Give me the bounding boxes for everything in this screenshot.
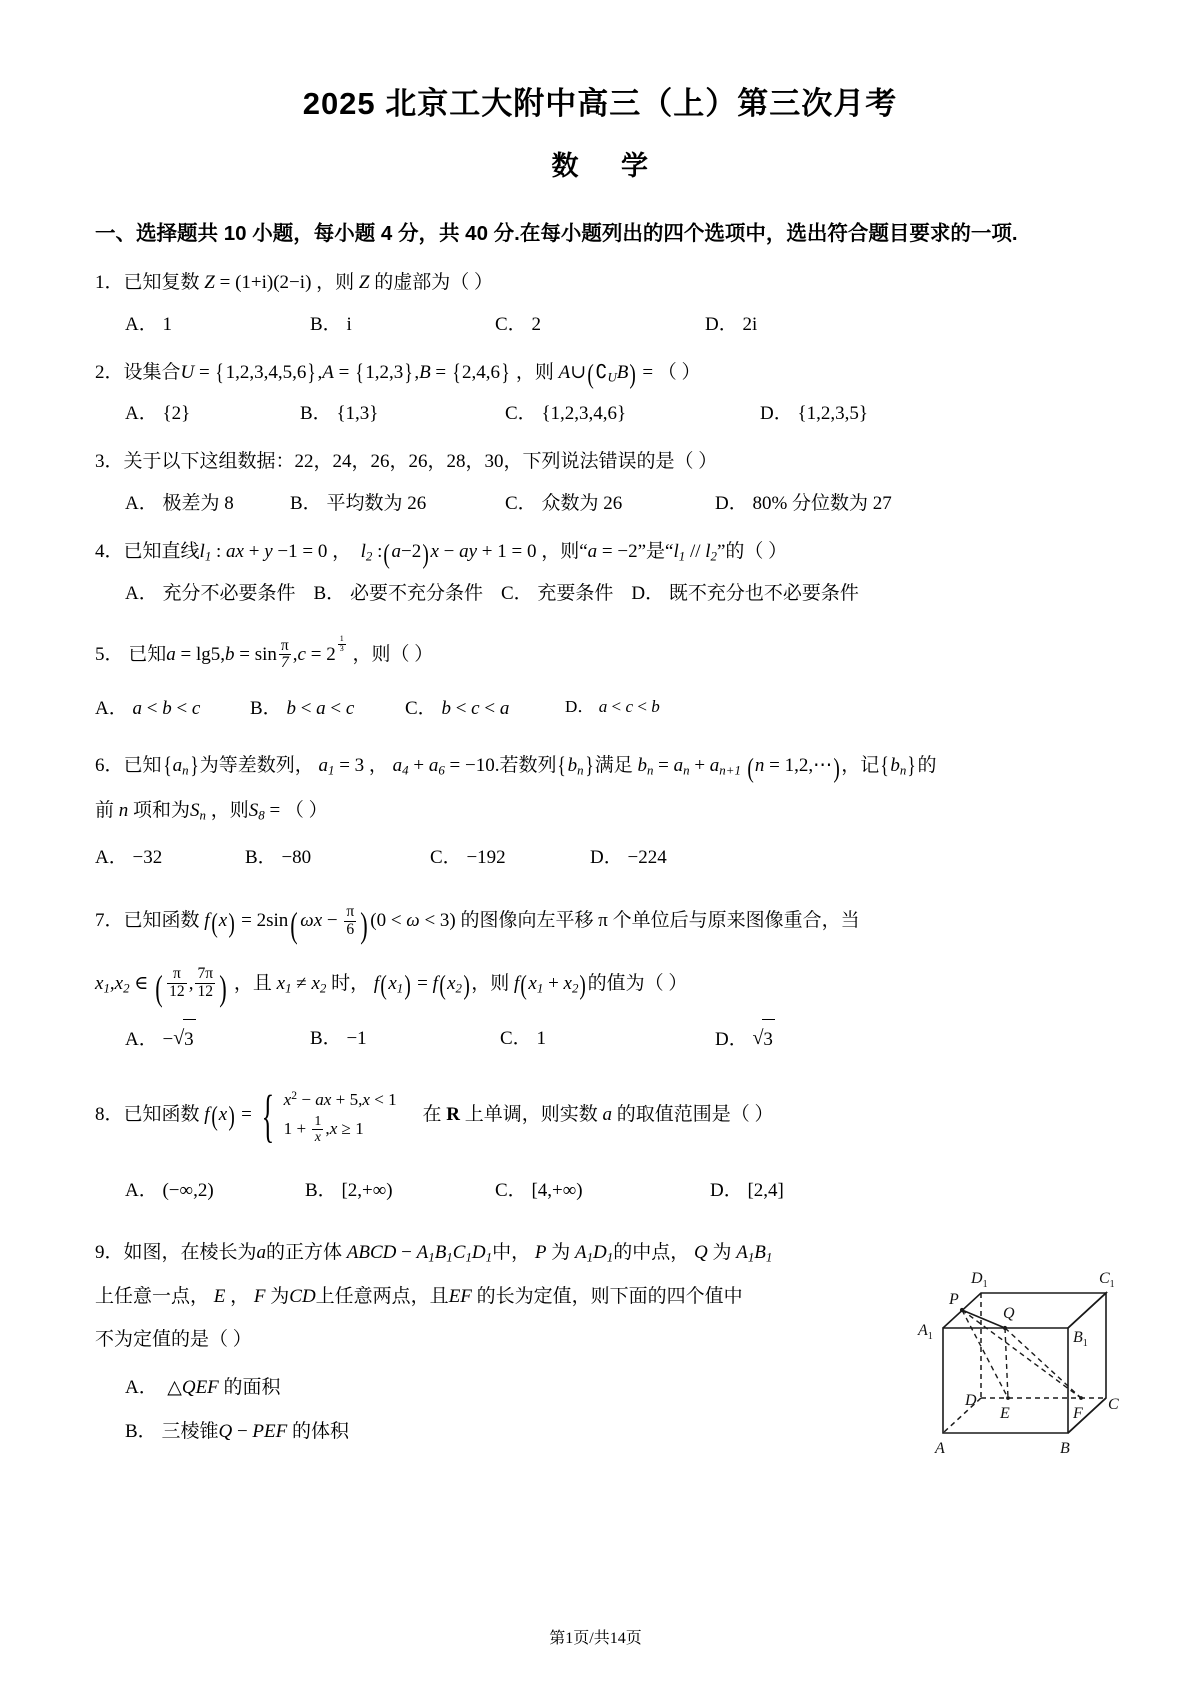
option-6-B[interactable]: B． −80 — [245, 847, 312, 869]
option-6-A[interactable]: A． −32 — [95, 847, 163, 869]
question-1-options — [95, 305, 1105, 345]
question-6-continued — [95, 789, 1105, 833]
label-C: C — [1108, 1396, 1119, 1413]
question-6-stem-line2: 前 n 项和为$S_n$ ，则$S_8$ = （ ） — [95, 799, 328, 823]
question-8-options — [95, 1171, 1105, 1211]
question-8-number: 8 — [95, 1103, 105, 1125]
question-4-number: 4 — [95, 541, 105, 563]
option-1-D[interactable]: D． 2i — [705, 313, 758, 335]
label-D1: $D_1$ — [971, 1270, 988, 1290]
question-7-continued — [95, 956, 1105, 1011]
question-7-stem-line1: 已知函数 f(x) = 2sin( ωx − $\frac{\pi}{6}$ ) (0 < ω < 3) 的图像向左平移 π 个单位后与原来图像重合，当 — [123, 903, 860, 946]
label-B1: $B_1$ — [1073, 1329, 1088, 1349]
section-instructions: 一、选择题共 10 小题，每小题 4 分，共 40 分.在每小题列出的四个选项中，选出符合题目要求的一项. — [95, 221, 1018, 245]
option-1-B[interactable]: B． i — [310, 313, 352, 335]
option-6-D[interactable]: D． −224 — [590, 847, 667, 869]
question-1-number: 1 — [95, 271, 105, 293]
option-3-B[interactable]: B． 平均数为 26 — [290, 493, 427, 515]
question-4-options — [95, 574, 1105, 614]
label-C1: $C_1$ — [1099, 1270, 1115, 1290]
question-6: 6．已知$\{a_n\}$为等差数列， $a_1 = 3$ ， $a_4 + a_6 = -10$.若数列$\{b_n\}$满足 $b_n = a_n + a_{n+1}$ (n = 1,2,⋯)，记$\{b_n\}$的 — [95, 751, 937, 783]
option-4-B[interactable]: B． 必要不充分条件 — [313, 583, 483, 604]
option-5-B[interactable]: B． b < a < c — [250, 698, 355, 720]
question-3-stem: 关于以下这组数据：22，24，26，26，28，30，下列说法错误的是（ ） — [123, 451, 718, 473]
label-B: B — [1060, 1440, 1070, 1457]
option-2-D[interactable]: D． {1,2,3,5} — [760, 403, 868, 425]
question-4-stem: 已知直线$l_1$ : ax + y −1 = 0 ， $l_2$ :(a−2)x − ay + 1 = 0 ，则“a = −2”是“$l_1 // l_2$”的（ ） — [123, 537, 788, 569]
option-8-A[interactable]: A． (−∞,2) — [125, 1180, 214, 1202]
question-6-options — [95, 838, 1105, 878]
question-7: 7．已知函数 f(x) = 2sin( ωx − $\frac{\pi}{6}$ ) (0 < ω < 3) 的图像向左平移 π 个单位后与原来图像重合，当 — [95, 903, 860, 946]
question-7-options — [95, 1019, 1105, 1060]
subject-char-1: 数 — [551, 150, 579, 181]
question-8: 8．已知函数 f(x) = { $x^2$ − ax + 5,x < 1 1 + $\frac{1}{x}$ ,x ≥ 1 在 R 上单调，则实数 a 的取值范围是（ ） — [95, 1082, 774, 1148]
label-E: E — [1000, 1405, 1010, 1422]
option-6-C[interactable]: C． −192 — [430, 847, 506, 869]
question-6-number: 6 — [95, 755, 105, 777]
question-5-stem: 已知a = lg5,b = sin $\frac{\pi}{7}$ ,c = 2 $^{\frac{1}{3}}$ ，则（ ） — [128, 634, 434, 672]
option-4-C[interactable]: C． 充要条件 — [500, 583, 614, 604]
option-7-A[interactable]: A． − √ 3 — [125, 1019, 310, 1060]
subject-char-2: 学 — [621, 150, 649, 181]
question-8-case-2: 1 + $\frac{1}{x}$ ,x ≥ 1 — [283, 1113, 364, 1146]
label-D: D — [965, 1392, 977, 1409]
option-3-D[interactable]: D． 80% 分位数为 27 — [715, 493, 892, 515]
label-F: F — [1073, 1405, 1083, 1422]
question-1: 1．已知复数 Z = (1+i)(2−i) ，则 Z 的虚部为（ ） — [95, 271, 493, 293]
option-9-A[interactable]: A． △QEF 的面积 — [125, 1377, 281, 1399]
cube-diagram — [913, 1238, 1163, 1458]
question-2: 2．设集合U = {1,2,3,4,5,6},A = {1,2,3},B = {2,4,6} ，则 $A\cup(∁_UB)$ = （ ） — [95, 358, 701, 390]
question-7-stem-line2: $x_1,x_2$ ∈ ( $\frac{\pi}{12}$ , $\frac{7\pi}{12}$ ) ，且 $x_1 \ne x_2$ 时， $f(x_1) = f(x_2)$，则 $f(x_1 + x_2)$的值为（ ） — [95, 965, 688, 1008]
option-4-A[interactable]: A． 充分不必要条件 — [125, 583, 296, 604]
option-2-A[interactable]: A． {2} — [125, 403, 191, 425]
option-2-C[interactable]: C． {1,2,3,4,6} — [505, 403, 627, 425]
question-9-stem-line1: 如图，在棱长为a的正方体 ABCD − $A_1B_1C_1D_1$中， P 为 $A_1D_1$的中点， Q 为 $A_1B_1$ — [123, 1242, 773, 1265]
question-7-number: 7 — [95, 910, 105, 932]
option-3-A[interactable]: A． 极差为 8 — [125, 493, 234, 515]
label-A1: $A_1$ — [918, 1322, 933, 1342]
question-9: 9．如图，在棱长为a的正方体 ABCD − $A_1B_1C_1D_1$中， P 为 $A_1D_1$的中点， Q 为 $A_1B_1$ — [95, 1242, 773, 1265]
option-2-B[interactable]: B． {1,3} — [300, 403, 379, 425]
label-Q: Q — [1003, 1305, 1015, 1322]
question-2-number: 2 — [95, 361, 105, 383]
option-5-C[interactable]: C． b < c < a — [405, 698, 510, 720]
question-9-continued-2 — [95, 1318, 830, 1362]
option-7-D[interactable]: D． √ 3 — [715, 1019, 775, 1060]
page-title: 2025 北京工大附中高三（上）第三次月考 — [302, 86, 898, 121]
question-9-continued-1 — [95, 1275, 830, 1319]
option-5-D[interactable]: D． a < c < b — [565, 697, 660, 717]
option-3-C[interactable]: C． 众数为 26 — [505, 493, 623, 515]
option-7-B[interactable]: B． −1 — [310, 1027, 367, 1049]
option-5-A[interactable]: A． a < b < c — [95, 698, 201, 720]
option-9-B[interactable]: B． 三棱锥Q − PEF 的体积 — [125, 1420, 349, 1442]
question-8-stem: 已知函数 f(x) = { $x^2$ − ax + 5,x < 1 1 + $\frac{1}{x}$ ,x ≥ 1 在 R 上单调，则实数 a 的取值范围是（ ） — [123, 1082, 774, 1148]
option-7-C[interactable]: C． 1 — [500, 1027, 546, 1049]
question-1-stem: 已知复数 Z = (1+i)(2−i) ，则 Z 的虚部为（ ） — [123, 271, 493, 293]
question-4: 4．已知直线$l_1$ : ax + y −1 = 0 ， $l_2$ :(a−2)x − ay + 1 = 0 ，则“a = −2”是“$l_1 // l_2$”的（ ） — [95, 537, 788, 569]
question-8-case-1: $x^2$ − ax + 5,x < 1 — [283, 1088, 397, 1109]
option-4-D[interactable]: D． 既不充分也不必要条件 — [631, 583, 859, 604]
question-3-number: 3 — [95, 451, 105, 473]
page-footer: 第1页/共14页 — [549, 1630, 642, 1647]
option-8-D[interactable]: D． [2,4] — [710, 1180, 784, 1202]
question-5-options — [95, 689, 1105, 729]
question-5: 5． 已知a = lg5,b = sin $\frac{\pi}{7}$ ,c = 2 $^{\frac{1}{3}}$ ，则（ ） — [95, 634, 434, 672]
question-9-stem-line3: 不为定值的是（ ） — [95, 1329, 252, 1351]
label-P: P — [949, 1291, 959, 1308]
question-2-options — [95, 394, 1105, 434]
option-1-C[interactable]: C． 2 — [495, 313, 541, 335]
subject-title — [95, 144, 1105, 183]
question-9-stem-line2: 上任意一点， E ， F 为CD上任意两点，且EF 的长为定值，则下面的四个值中 — [95, 1285, 743, 1307]
question-3-options — [95, 484, 1105, 524]
question-2-stem: 设集合U = {1,2,3,4,5,6},A = {1,2,3},B = {2,4,6} ，则 $A\cup(∁_UB)$ = （ ） — [123, 358, 701, 390]
label-A: A — [935, 1440, 945, 1457]
option-1-A[interactable]: A． 1 — [125, 313, 172, 335]
option-8-B[interactable]: B． [2,+∞) — [305, 1180, 393, 1202]
question-9-number: 9 — [95, 1242, 105, 1264]
option-8-C[interactable]: C． [4,+∞) — [495, 1180, 583, 1202]
question-6-stem-line1: 已知$\{a_n\}$为等差数列， $a_1 = 3$ ， $a_4 + a_6 = -10$.若数列$\{b_n\}$满足 $b_n = a_n + a_{n+1}$ (n = 1,2,⋯)，记$\{b_n\}$的 — [123, 751, 937, 783]
question-5-number: 5 — [95, 643, 105, 665]
question-3: 3．关于以下这组数据：22，24，26，26，28，30，下列说法错误的是（ ） — [95, 451, 718, 473]
